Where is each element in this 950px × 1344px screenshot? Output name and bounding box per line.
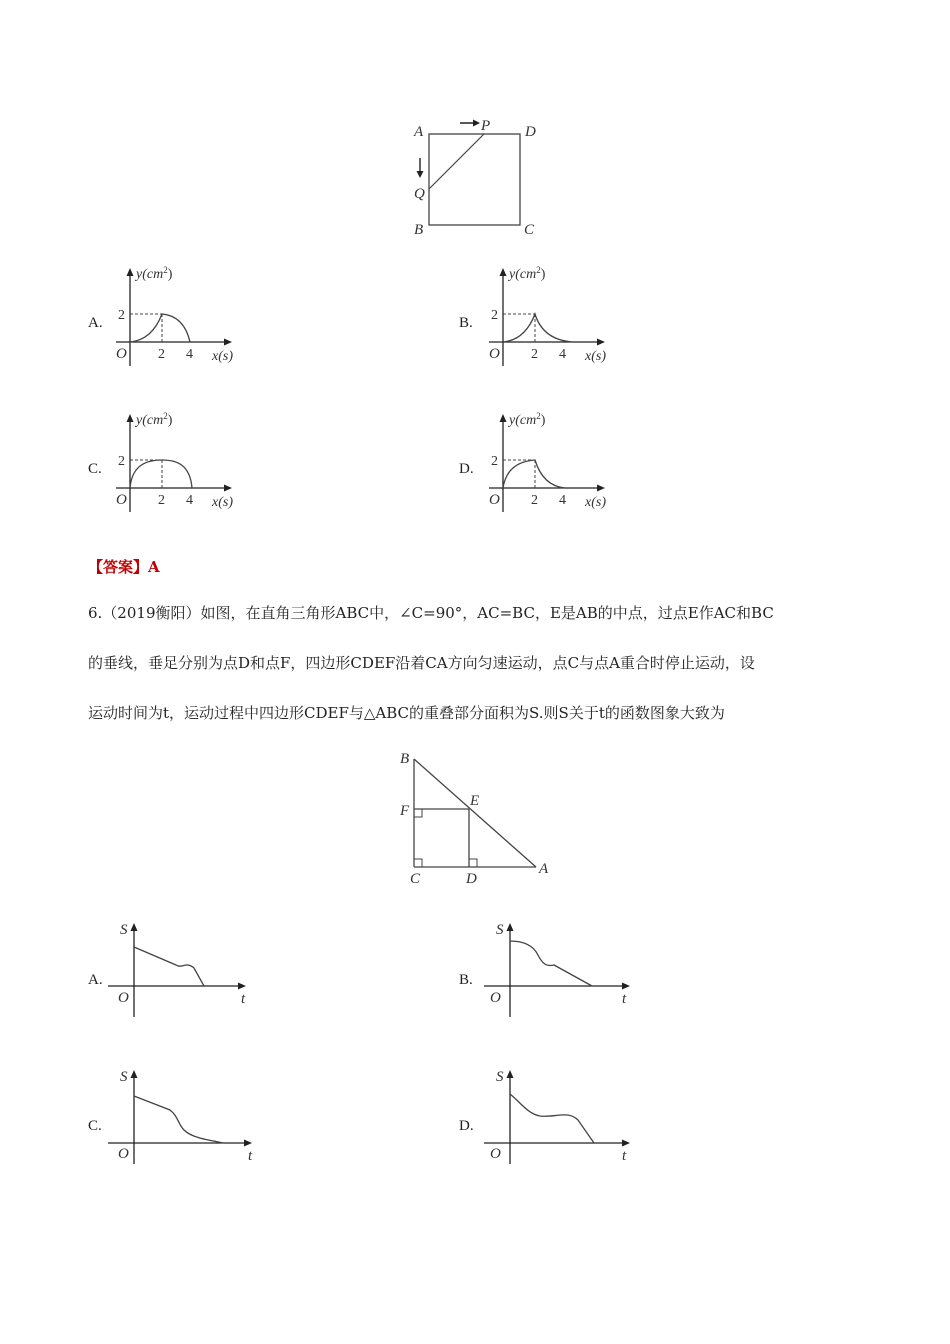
q6-option-a-label[interactable]: A. [88, 972, 103, 988]
option-c-label[interactable]: C. [88, 461, 102, 477]
label-a: A [539, 861, 549, 877]
x-tick-2: 2 [531, 493, 538, 508]
x-axis-label: x(s) [212, 349, 233, 364]
y-arrow-icon [127, 268, 134, 276]
question6-line2: 的垂线，垂足分别为点D和点F，四边形CDEF沿着CA方向匀速运动，点C与点A重合时停止运动，设 [88, 654, 755, 672]
y-tick: 2 [491, 454, 498, 469]
y-axis-label: S [496, 1069, 504, 1085]
origin: O [116, 346, 127, 362]
x-tick-4: 4 [559, 493, 566, 508]
option-a-label[interactable]: A. [88, 315, 103, 331]
x-tick-2: 2 [531, 347, 538, 362]
square-abcd [429, 134, 520, 225]
y-arrow-icon [500, 414, 507, 422]
x-axis-label: x(s) [212, 495, 233, 510]
origin: O [490, 990, 501, 1006]
origin: O [489, 492, 500, 508]
origin: O [490, 1146, 501, 1162]
x-arrow-icon [224, 339, 232, 346]
segment-pq [429, 134, 484, 189]
y-arrow-icon [127, 414, 134, 422]
curve-q6-b [510, 941, 592, 986]
q6-graph-option-a[interactable] [100, 915, 260, 1025]
curve-d [503, 460, 565, 488]
label-c: C [524, 222, 535, 238]
q6-option-c-label[interactable]: C. [88, 1118, 102, 1134]
graph-option-b[interactable] [473, 262, 623, 372]
y-tick: 2 [491, 308, 498, 323]
curve-q6-a [134, 947, 204, 986]
label-b: B [400, 751, 410, 767]
arrowhead-right-icon [473, 120, 480, 127]
y-arrow-icon [507, 1070, 514, 1078]
right-angle-d-icon [469, 859, 477, 867]
figure-triangle-abc [390, 745, 560, 890]
question6-line1: 6.（2019衡阳）如图，在直角三角形ABC中，∠C=90°，AC=BC，E是AB的中点，过点E作AC和BC [88, 604, 774, 622]
y-axis-label: S [120, 922, 128, 938]
y-tick: 2 [118, 454, 125, 469]
y-axis-label: S [496, 922, 504, 938]
origin: O [489, 346, 500, 362]
x-arrow-icon [244, 1140, 252, 1147]
x-arrow-icon [597, 339, 605, 346]
curve-q6-d [510, 1094, 594, 1143]
x-tick-2: 2 [158, 493, 165, 508]
y-axis-label: $y(cm^2)$ [136, 265, 173, 282]
label-e: E [470, 793, 480, 809]
origin: O [118, 990, 129, 1006]
x-arrow-icon [238, 983, 246, 990]
graph-option-c[interactable] [100, 408, 250, 518]
q6-graph-option-c[interactable] [100, 1062, 265, 1172]
label-b: B [414, 222, 424, 238]
x-axis-label: t [622, 1148, 627, 1164]
q6-graph-option-d[interactable] [476, 1062, 636, 1172]
x-tick-4: 4 [186, 347, 193, 362]
label-p: P [481, 118, 491, 134]
x-tick-2: 2 [158, 347, 165, 362]
x-arrow-icon [224, 485, 232, 492]
option-b-label[interactable]: B. [459, 315, 473, 331]
curve-q6-c [134, 1096, 224, 1143]
figure-square-abcd [400, 110, 550, 240]
x-arrow-icon [622, 1140, 630, 1147]
curve-b [503, 314, 573, 342]
y-axis-label: $y(cm^2)$ [509, 411, 546, 428]
y-arrow-icon [500, 268, 507, 276]
right-angle-c-icon [414, 859, 422, 867]
answer-line [88, 556, 160, 577]
x-axis-label: t [622, 991, 627, 1007]
label-d: D [525, 124, 536, 140]
x-arrow-icon [622, 983, 630, 990]
graph-option-a[interactable] [100, 262, 250, 372]
x-axis-label: x(s) [585, 349, 606, 364]
arrowhead-down-icon [417, 171, 424, 178]
label-f: F [400, 803, 410, 819]
graph-option-d[interactable] [473, 408, 623, 518]
q6-graph-option-b[interactable] [476, 915, 636, 1025]
y-arrow-icon [507, 923, 514, 931]
question6-line3: 运动时间为t，运动过程中四边形CDEF与△ABC的重叠部分面积为S.则S关于t的函数图象大致为 [88, 704, 725, 722]
q6-option-b-label[interactable]: B. [459, 972, 473, 988]
answer-value: A [148, 558, 160, 576]
x-tick-4: 4 [186, 493, 193, 508]
y-axis-label: $y(cm^2)$ [136, 411, 173, 428]
answer-label: 【答案】 [88, 558, 149, 576]
option-d-label[interactable]: D. [459, 461, 474, 477]
x-axis-label: t [241, 991, 246, 1007]
x-axis-label: x(s) [585, 495, 606, 510]
curve-a [130, 314, 190, 342]
label-a: A [414, 124, 424, 140]
right-angle-f-icon [414, 809, 422, 817]
x-tick-4: 4 [559, 347, 566, 362]
label-d: D [466, 871, 477, 887]
y-tick: 2 [118, 308, 125, 323]
origin: O [116, 492, 127, 508]
curve-c [130, 460, 192, 488]
y-arrow-icon [131, 1070, 138, 1078]
label-q: Q [414, 186, 425, 202]
label-c: C [410, 871, 421, 887]
x-axis-label: t [248, 1148, 253, 1164]
x-arrow-icon [597, 485, 605, 492]
y-arrow-icon [131, 923, 138, 931]
q6-option-d-label[interactable]: D. [459, 1118, 474, 1134]
y-axis-label: S [120, 1069, 128, 1085]
origin: O [118, 1146, 129, 1162]
y-axis-label: $y(cm^2)$ [509, 265, 546, 282]
